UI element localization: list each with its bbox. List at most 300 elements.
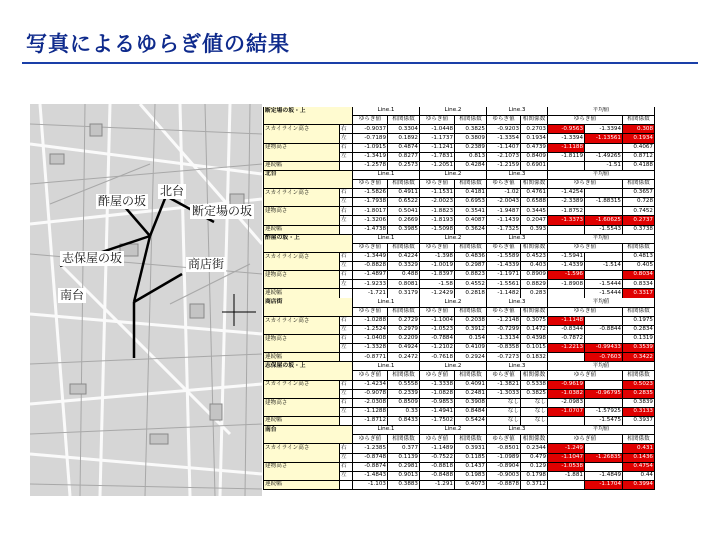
correlation-value: 0.3912 [455,326,487,335]
correlation-header: 相関係数 [455,116,487,125]
fluctuation-value: -0.9003 [487,472,521,481]
fluctuation-value: -1.2429 [420,289,455,298]
block-title: 商店街 [263,298,353,307]
side-label [340,289,353,298]
fluctuation-value: -1.1737 [420,134,455,143]
average-value: -1.0538 [548,463,585,472]
correlation-value: 0.2573 [388,162,420,171]
average-value: -1.3394 [585,125,623,134]
line2-header: Line.2 [420,171,487,180]
line1-header: Line.1 [353,107,420,116]
fluctuation-value: -1.4339 [487,262,521,271]
average-value: -1.57925 [585,408,623,417]
correlation-value: 0.403 [521,262,548,271]
side-label: 左 [340,472,353,481]
line2-header: Line.2 [420,107,487,116]
fluctuation-header: ゆらぎ値 [548,116,623,125]
correlation-header: 相関係数 [455,244,487,253]
side-label: 右 [340,144,353,153]
correlation-value: 0.2389 [455,144,487,153]
average-value: -1.1704 [585,481,623,490]
average-value [585,253,623,262]
correlation-value: 0.8081 [388,280,420,289]
average-value: 0.4188 [623,162,655,171]
fluctuation-value: -0.8828 [353,262,388,271]
correlation-value: 0.813 [455,153,487,162]
average-value: -1.4339 [548,262,585,271]
average-value [585,399,623,408]
average-value: 0.4813 [623,253,655,262]
average-header: 平均値 [548,107,655,116]
block-title: 志保屋の坂・上 [263,362,353,371]
correlation-header: 相関係数 [388,371,420,380]
fluctuation-value: -1.8017 [353,207,388,216]
average-value: -1.0382 [548,390,585,399]
correlation-header: 相関係数 [623,308,655,317]
average-value: 0.4067 [623,144,655,153]
correlation-value: 0.8409 [521,153,548,162]
fluctuation-header: ゆらぎ値 [353,371,388,380]
table-row [263,125,708,134]
fluctuation-value: -1.1971 [487,271,521,280]
correlation-value: 0.6588 [521,198,548,207]
fluctuation-value: -0.8878 [487,481,521,490]
table-row [263,463,708,472]
fluctuation-value: -1.2524 [353,326,388,335]
correlation-value: 0.5424 [455,417,487,426]
correlation-value: 0.4739 [521,144,548,153]
correlation-value: 0.4874 [388,144,420,153]
correlation-value: 0.2481 [455,390,487,399]
block-title-spacer [263,435,353,444]
average-value [585,463,623,472]
correlation-value: 0.2209 [388,335,420,344]
fluctuation-value: -1.4234 [353,381,388,390]
slide-title: 写真によるゆらぎ値の結果 [26,32,290,56]
side-label: 左 [340,454,353,463]
correlation-value: 0.3624 [455,226,487,235]
fluctuation-value: -1.3338 [420,381,455,390]
correlation-header: 相関係数 [521,435,548,444]
block-title-spacer [263,180,353,189]
correlation-value: 0.4091 [455,381,487,390]
block-title-spacer [263,308,353,317]
fluctuation-value: -1.3821 [487,381,521,390]
fluctuation-header: ゆらぎ値 [353,116,388,125]
average-header: 平均値 [548,171,655,180]
fluctuation-value: -0.7618 [420,353,455,362]
correlation-value: 0.1983 [455,472,487,481]
block-title: 酢屋の坂・上 [263,235,353,244]
correlation-value: 0.4109 [455,344,487,353]
correlation-header: 相関係数 [521,308,548,317]
correlation-value: 0.3329 [388,262,420,271]
table-row [263,444,708,453]
correlation-value: 0.2818 [455,289,487,298]
average-value: 0.2835 [623,390,655,399]
fluctuation-value: -1.5826 [353,189,388,198]
line3-header: Line.3 [487,107,548,116]
correlation-value: 0.2729 [388,317,420,326]
row-label [263,390,340,399]
correlation-value: 0.8509 [388,399,420,408]
fluctuation-header: ゆらぎ値 [487,244,521,253]
fluctuation-value: -1.7325 [487,226,521,235]
fluctuation-value: -1.2159 [487,162,521,171]
fluctuation-value: なし [487,399,521,408]
average-value: -1.1047 [548,454,585,463]
average-value: -2.3389 [548,198,585,207]
fluctuation-header: ゆらぎ値 [487,308,521,317]
correlation-value: 0.4087 [455,216,487,225]
average-value: 0.3839 [623,399,655,408]
correlation-value: 0.8277 [388,153,420,162]
average-value: 0.4754 [623,463,655,472]
average-value [585,335,623,344]
site-map [30,104,262,496]
fluctuation-value: -1.8397 [420,271,455,280]
correlation-header: 相関係数 [455,435,487,444]
result-block [263,298,708,362]
average-value [585,144,623,153]
fluctuation-value: -1.3449 [353,253,388,262]
label-kannoki-slope: 酢屋の坂 [98,194,147,208]
label-shiho-slope: 志保屋の坂 [62,251,123,265]
correlation-value: 0.6522 [388,198,420,207]
side-label: 左 [340,408,353,417]
correlation-value: 0.3825 [521,390,548,399]
correlation-value: 0.5558 [388,381,420,390]
average-value: 0.1319 [623,335,655,344]
correlation-value: 0.3179 [388,289,420,298]
line2-header: Line.2 [420,426,487,435]
correlation-header: 相関係数 [388,116,420,125]
average-value: -0.99433 [585,344,623,353]
table-row [263,317,708,326]
line3-header: Line.3 [487,171,548,180]
correlation-value: 0.9013 [388,472,420,481]
correlation-value: 0.4224 [388,253,420,262]
average-value: 0.3738 [623,226,655,235]
row-label: 連続幅 [263,417,340,426]
fluctuation-header: ゆらぎ値 [353,180,388,189]
average-value: 0.1975 [623,317,655,326]
table-row [263,481,708,490]
side-label: 右 [340,207,353,216]
fluctuation-value: -1.3328 [353,344,388,353]
table-row [263,390,708,399]
average-value [585,381,623,390]
table-row [263,454,708,463]
side-label: 左 [340,390,353,399]
fluctuation-value: -0.7884 [420,335,455,344]
fluctuation-value: -1.3419 [353,153,388,162]
correlation-value: 0.154 [455,335,487,344]
fluctuation-value: -1.721 [353,289,388,298]
side-label [340,226,353,235]
side-label: 右 [340,317,353,326]
correlation-value: 0.2344 [521,444,548,453]
table-row [263,162,708,171]
average-value: -1.8119 [548,153,585,162]
correlation-value: 0.1437 [455,463,487,472]
fluctuation-value: -1.103 [353,481,388,490]
average-value: -1.3373 [548,216,585,225]
side-label [340,417,353,426]
correlation-value: 0.393 [521,226,548,235]
fluctuation-value: -1.1482 [487,289,521,298]
average-value: -0.9619 [548,381,585,390]
fluctuation-value: -0.9037 [353,125,388,134]
fluctuation-value: -1.8823 [420,207,455,216]
row-label: 建物高さ [263,399,340,408]
fluctuation-value: -0.8771 [353,353,388,362]
correlation-value: 0.3712 [521,481,548,490]
average-value [548,162,585,171]
fluctuation-value: -1.1407 [487,144,521,153]
table-row [263,216,708,225]
fluctuation-header: ゆらぎ値 [353,435,388,444]
correlation-value: 0.2981 [388,463,420,472]
average-value: -1.881 [548,472,585,481]
correlation-value: 0.3541 [455,207,487,216]
row-label [263,472,340,481]
correlation-value: 0.5338 [521,381,548,390]
result-block [263,171,708,235]
average-value: 0.3133 [623,408,655,417]
table-row [263,271,708,280]
correlation-value: 0.5041 [388,207,420,216]
correlation-value: 0.4761 [521,189,548,198]
fluctuation-value: -1.0408 [353,335,388,344]
average-value: 0.8034 [623,271,655,280]
average-value [548,417,585,426]
row-label [263,454,340,463]
fluctuation-header: ゆらぎ値 [548,371,623,380]
correlation-value: 0.8484 [455,408,487,417]
correlation-value: 0.1934 [521,134,548,143]
line2-header: Line.2 [420,298,487,307]
average-value: -1.5543 [585,226,623,235]
fluctuation-header: ゆらぎ値 [420,180,455,189]
fluctuation-header: ゆらぎ値 [353,244,388,253]
average-value: -1.4849 [585,472,623,481]
correlation-value: 0.8909 [521,271,548,280]
correlation-value: 0.6953 [455,198,487,207]
fluctuation-value: -1.7938 [353,198,388,207]
fluctuation-value: -1.2051 [420,162,455,171]
fluctuation-value: -1.2385 [353,444,388,453]
table-row [263,207,708,216]
correlation-value: 0.2703 [521,125,548,134]
side-label: 左 [340,344,353,353]
correlation-value: 0.2038 [455,317,487,326]
side-label: 右 [340,463,353,472]
result-block [263,362,708,426]
row-label [263,153,340,162]
side-label: 左 [340,198,353,207]
correlation-value: 0.4924 [388,344,420,353]
average-value [548,289,585,298]
line1-header: Line.1 [353,426,420,435]
fluctuation-value: -1.58 [420,280,455,289]
table-row [263,335,708,344]
correlation-value: 0.377 [388,444,420,453]
fluctuation-value: -1.4941 [420,408,455,417]
table-row [263,472,708,481]
line3-header: Line.3 [487,362,548,371]
average-value [548,353,585,362]
correlation-value: 0.2472 [388,353,420,362]
line2-header: Line.2 [420,362,487,371]
average-value: 0.3994 [623,481,655,490]
fluctuation-value: -0.8874 [353,463,388,472]
correlation-header: 相関係数 [623,180,655,189]
fluctuation-value: -0.9203 [487,125,521,134]
fluctuation-value: -1.0915 [353,144,388,153]
fluctuation-value: -1.0523 [420,326,455,335]
label-shotengai: 商店街 [188,257,225,271]
average-value [585,444,623,453]
fluctuation-value: なし [487,417,521,426]
average-value: -1.49265 [585,153,623,162]
average-value: 0.1436 [623,454,655,463]
correlation-value: 0.3304 [388,125,420,134]
fluctuation-value: -0.8358 [487,344,521,353]
correlation-value: なし [521,408,548,417]
fluctuation-value: -1.1288 [353,408,388,417]
fluctuation-header: ゆらぎ値 [353,308,388,317]
correlation-value: 0.1472 [521,326,548,335]
row-label [263,216,340,225]
correlation-value: 0.3809 [455,134,487,143]
fluctuation-value: -1.02 [487,189,521,198]
correlation-value: 0.488 [388,271,420,280]
average-value: -1.4254 [548,189,585,198]
average-value: -1.514 [585,262,623,271]
fluctuation-value: -1.3134 [487,335,521,344]
correlation-header: 相関係数 [623,116,655,125]
correlation-value: 0.2669 [388,216,420,225]
row-label: 建物高さ [263,463,340,472]
side-label: 右 [340,444,353,453]
correlation-value: なし [521,399,548,408]
correlation-value: 0.2979 [388,326,420,335]
fluctuation-value: なし [487,408,521,417]
side-label: 左 [340,280,353,289]
fluctuation-value: -2.0023 [420,198,455,207]
table-row [263,408,708,417]
average-value: -1.51 [585,162,623,171]
correlation-value: 0.2924 [455,353,487,362]
average-value: 0.44 [623,472,655,481]
label-minamidai: 南台 [60,288,85,302]
fluctuation-value: -0.8748 [353,454,388,463]
fluctuation-header: ゆらぎ値 [548,180,623,189]
table-row [263,144,708,153]
fluctuation-value: -0.7522 [420,454,455,463]
average-value: -1.5444 [585,289,623,298]
block-title: 南台 [263,426,353,435]
correlation-value: 0.129 [521,463,548,472]
row-label: 建物高さ [263,271,340,280]
correlation-value: 0.4836 [455,253,487,262]
average-value: -1.249 [548,444,585,453]
average-value: -1.88315 [585,198,623,207]
correlation-header: 相関係数 [521,371,548,380]
fluctuation-value: -1.2102 [420,344,455,353]
fluctuation-value: -0.9853 [420,399,455,408]
correlation-value: 0.283 [521,289,548,298]
average-value: -1.5941 [548,253,585,262]
fluctuation-value: -0.8488 [420,472,455,481]
row-label: スカイライン高さ [263,444,340,453]
line2-header: Line.2 [420,235,487,244]
correlation-value: 0.1832 [521,353,548,362]
row-label: スカイライン高さ [263,317,340,326]
average-value: -1.5444 [585,280,623,289]
table-row [263,381,708,390]
correlation-value: 0.8433 [388,417,420,426]
correlation-value: 0.6901 [521,162,548,171]
correlation-value: なし [521,417,548,426]
correlation-header: 相関係数 [521,116,548,125]
fluctuation-header: ゆらぎ値 [420,371,455,380]
average-value: -1.596 [548,271,585,280]
correlation-value: 0.8823 [455,271,487,280]
correlation-value: 0.8829 [521,280,548,289]
fluctuation-value: -1.9233 [353,280,388,289]
fluctuation-value: -1.8712 [353,417,388,426]
correlation-value: 0.3985 [388,226,420,235]
table-row [263,253,708,262]
side-label: 左 [340,216,353,225]
correlation-value: 0.1015 [521,344,548,353]
side-label: 左 [340,262,353,271]
fluctuation-value: -1.3206 [353,216,388,225]
correlation-value: 0.4911 [388,189,420,198]
correlation-value: 0.1892 [388,134,420,143]
row-label: 連続幅 [263,226,340,235]
correlation-header: 相関係数 [521,180,548,189]
average-value: -0.8844 [585,326,623,335]
correlation-header: 相関係数 [388,308,420,317]
average-value: 0.2737 [623,216,655,225]
correlation-value: 0.3931 [455,444,487,453]
fluctuation-value: -1.3354 [487,134,521,143]
row-label: スカイライン高さ [263,253,340,262]
average-value [585,189,623,198]
correlation-value: 0.4284 [455,162,487,171]
correlation-header: 相関係数 [455,180,487,189]
correlation-value: 0.4398 [521,335,548,344]
average-value: -1.60625 [585,216,623,225]
fluctuation-value: -1.9487 [487,207,521,216]
fluctuation-value: -1.3033 [487,390,521,399]
fluctuation-value: -0.9078 [353,390,388,399]
average-value: -1.2213 [548,344,585,353]
fluctuation-value: -1.7502 [420,417,455,426]
table-row [263,344,708,353]
side-label: 右 [340,125,353,134]
fluctuation-value: -1.5561 [487,280,521,289]
average-value: -1.8908 [548,280,585,289]
average-value: 0.8712 [623,153,655,162]
average-value: -0.9563 [548,125,585,134]
average-value: 0.3422 [623,353,655,362]
line3-header: Line.3 [487,426,548,435]
row-label: 連続幅 [263,353,340,362]
